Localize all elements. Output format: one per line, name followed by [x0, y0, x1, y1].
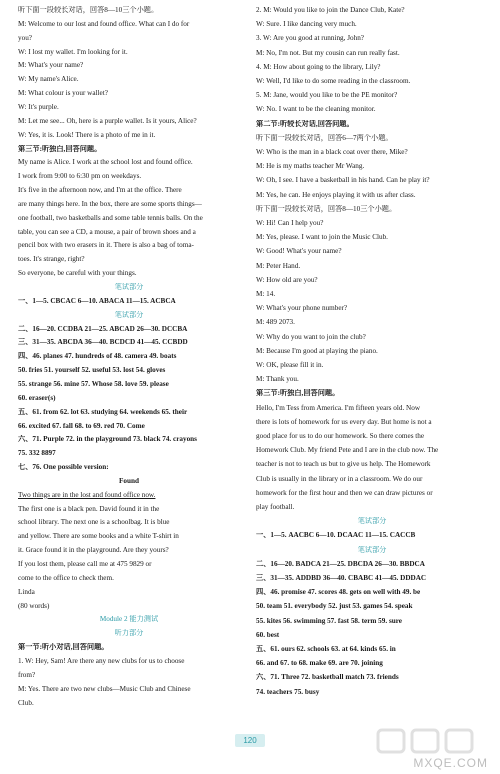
- text-line: W: Who is the man in a black coat over there, Mike?: [256, 148, 408, 156]
- text-line: So everyone, be careful with your things.: [18, 269, 137, 278]
- text-line: 一、1—5. CBCAC 6—10. ABACA 11—15. ACBCA: [18, 296, 176, 305]
- text-line: 五、61. from 62. lot 63. studying 64. weekends 65. their: [18, 407, 188, 416]
- text-line: M: What's your name?: [18, 61, 84, 70]
- text-line: 55. kites 56. swimming 57. fast 58. term 59. sure: [256, 616, 402, 625]
- text-line: 二、16—20. CCDBA 21—25. ABCAD 26—30. DCCBA: [18, 324, 188, 333]
- watermark-text: MXQE.COM: [413, 756, 488, 770]
- text-line: 74. teachers 75. busy: [256, 687, 320, 696]
- text-line: The first one is a black pen. David found it in the: [18, 504, 160, 513]
- text-line: and yellow. There are some books and a white T-shirt in: [18, 532, 179, 541]
- text-line: 1. W: Hey, Sam! Are there any new clubs for us to choose: [18, 656, 185, 665]
- text-line: pencil box with two erasers in it. There is also a bag of toma-: [18, 241, 194, 250]
- text-line: 66. excited 67. fall 68. to 69. red 70. Come: [18, 421, 145, 430]
- text-line: one football, two basketballs and some table tennis balls. On the: [18, 213, 203, 222]
- text-line: 五、61. ours 62. schools 63. at 64. kinds 65. in: [256, 645, 396, 653]
- text-line: 听下面一段较长对话，回答6—7两个小题。: [256, 133, 393, 142]
- text-line: M: What colour is your wallet?: [18, 89, 108, 98]
- text-line: 听下面一段较长对话，回答8—10三个小题。: [18, 6, 159, 14]
- text-line: 2. M: Would you like to join the Dance Club, Kate?: [256, 6, 405, 14]
- text-line: 66. and 67. to 68. make 69. are 70. joining: [256, 659, 383, 668]
- text-line: 四、46. planes 47. hundreds of 48. camera 49. boats: [18, 352, 177, 361]
- text-line: 第三节:听独白,回答问题。: [256, 389, 340, 398]
- text-line: M: 489 2073.: [256, 318, 295, 327]
- text-line: Two things are in the lost and found office now.: [18, 490, 156, 499]
- text-line: toes. It's strange, right?: [18, 255, 85, 264]
- text-line: 六、71. Purple 72. in the playground 73. black 74. crayons: [18, 435, 197, 444]
- text-line: M: Peter Hand.: [256, 261, 301, 270]
- text-line: play football.: [256, 503, 295, 511]
- text-line: it. Grace found it in the playground. Are they yours?: [18, 546, 169, 555]
- text-line: M: Because I'm good at playing the piano.: [256, 346, 378, 355]
- text-line: M: 14.: [256, 290, 276, 298]
- text-line: W: Why do you want to join the club?: [256, 332, 366, 341]
- text-line: 四、46. promise 47. scores 48. gets on well with 49. be: [256, 588, 421, 597]
- text-line: 第二节:听较长对话,回答问题。: [256, 119, 354, 128]
- page-number: 120: [235, 734, 265, 747]
- text-line: Homework Club. My friend Pete and I are in the club now. The: [256, 446, 439, 455]
- text-line: W: Good! What's your name?: [256, 247, 342, 256]
- text-line: good place for us to do our homework. So there comes the: [256, 432, 425, 440]
- text-line: teacher is not to teach us but to give us help. The Homework: [256, 460, 431, 469]
- text-line: W: Oh, I see. I have a basketball in his hand. Can he play it?: [256, 176, 430, 185]
- text-line: there is lots of homework for us every day. But home is not a: [256, 417, 432, 426]
- text-line: M: No, I'm not. But my cousin can run really fast.: [256, 48, 400, 57]
- text-line: It's five in the afternoon now, and I'm at the office. There: [18, 186, 182, 195]
- text-line: I work from 9:00 to 6:30 pm on weekdays.: [18, 172, 142, 181]
- text-line: 听力部分: [114, 629, 144, 638]
- text-line: school library. The next one is a schoolbag. It is blue: [18, 518, 170, 527]
- text-line: 55. strange 56. mine 57. Whose 58. love 59. please: [18, 379, 169, 388]
- text-line: M: Yes, please. I want to join the Music Club.: [256, 233, 388, 242]
- text-line: W: Sure. I like dancing very much.: [256, 20, 357, 29]
- text-line: from?: [18, 670, 36, 679]
- text-line: 60. eraser(s): [18, 393, 56, 402]
- text-line: are many things here. In the box, there are some sports things—: [18, 199, 202, 208]
- text-line: 笔试部分: [114, 283, 144, 291]
- text-line: 第三节:听独白,回答问题。: [18, 144, 102, 153]
- text-line: W: OK, please fill it in.: [256, 361, 324, 369]
- text-line: (80 words): [18, 601, 50, 610]
- text-line: Hello, I'm Tess from America. I'm fifteen years old. Now: [256, 403, 421, 412]
- text-line: come to the office to check them.: [18, 573, 114, 582]
- text-line: M: Thank you.: [256, 375, 299, 384]
- text-line: Linda: [18, 587, 35, 596]
- text-line: 二、16—20. BADCA 21—25. DBCDA 26—30. BBDCA: [256, 559, 425, 568]
- text-line: W: No. I want to be the cleaning monitor.: [256, 105, 376, 114]
- text-line: 七、76. One possible version:: [18, 463, 109, 472]
- text-line: 50. team 51. everybody 52. just 53. games 54. speak: [256, 602, 413, 611]
- text-line: 75. 332 8897: [18, 449, 56, 458]
- text-line: 笔试部分: [357, 545, 387, 554]
- text-line: M: Yes, he can. He enjoys playing it with us after class.: [256, 190, 416, 199]
- text-line: homework for the first hour and then we can draw pictures or: [256, 488, 433, 497]
- text-line: 4. M: How about going to the library, Lily?: [256, 62, 381, 71]
- text-line: W: What's your phone number?: [256, 304, 348, 313]
- text-line: 50. fries 51. yourself 52. useful 53. lost 54. gloves: [18, 366, 166, 375]
- text-line: If you lost them, please call me at 475 9829 or: [18, 560, 152, 568]
- text-line: Module 2 能力测试: [99, 615, 159, 624]
- text-line: 60. best: [256, 630, 280, 639]
- text-line: 听下面一段较长对话，回答8—10三个小题。: [256, 204, 397, 213]
- text-line: M: Welcome to our lost and found office. What can I do for: [18, 19, 190, 28]
- text-line: 3. W: Are you good at running, John?: [256, 34, 364, 43]
- text-line: 第一节:听小对话,回答问题。: [18, 643, 109, 652]
- text-line: 笔试部分: [357, 517, 387, 526]
- text-line: W: How old are you?: [256, 275, 318, 284]
- text-line: W: It's purple.: [18, 102, 59, 111]
- text-line: 笔试部分: [114, 310, 144, 319]
- text-line: W: Yes, it is. Look! There is a photo of me in it.: [18, 130, 156, 139]
- text-line: Club is usually in the library or in a classroom. We do our: [256, 474, 423, 483]
- text-line: W: Hi! Can I help you?: [256, 219, 324, 227]
- text-line: W: Well, I'd like to do some reading in the classroom.: [256, 77, 411, 85]
- text-line: W: I lost my wallet. I'm looking for it.: [18, 47, 128, 56]
- text-line: Club.: [18, 698, 34, 707]
- text-line: 一、1—5. AACBC 6—10. DCAAC 11—15. CACCB: [256, 531, 416, 540]
- text-line: M: He is my maths teacher Mr Wang.: [256, 162, 365, 171]
- text-line: 5. M: Jane, would you like to be the PE monitor?: [256, 91, 398, 100]
- text-line: 六、71. Three 72. basketball match 73. friends: [256, 673, 399, 682]
- text-line: M: Yes. There are two new clubs—Music Club and Chinese: [18, 684, 191, 693]
- text-line: you?: [18, 33, 32, 42]
- text-line: 三、31—35. ABCDA 36—40. BCDCD 41—45. CCBDD: [18, 338, 188, 347]
- text-line: 三、31—35. ADDBD 36—40. CBABC 41—45. DDDAC: [256, 574, 427, 582]
- text-line: My name is Alice. I work at the school lost and found office.: [18, 158, 193, 167]
- text-line: W: My name's Alice.: [18, 75, 79, 84]
- text-line: table, you can see a CD, a mouse, a pair of brown shoes and a: [18, 227, 196, 236]
- text-line: M: Let me see... Oh, here is a purple wallet. Is it yours, Alice?: [18, 116, 197, 125]
- text-line: Found: [119, 476, 139, 485]
